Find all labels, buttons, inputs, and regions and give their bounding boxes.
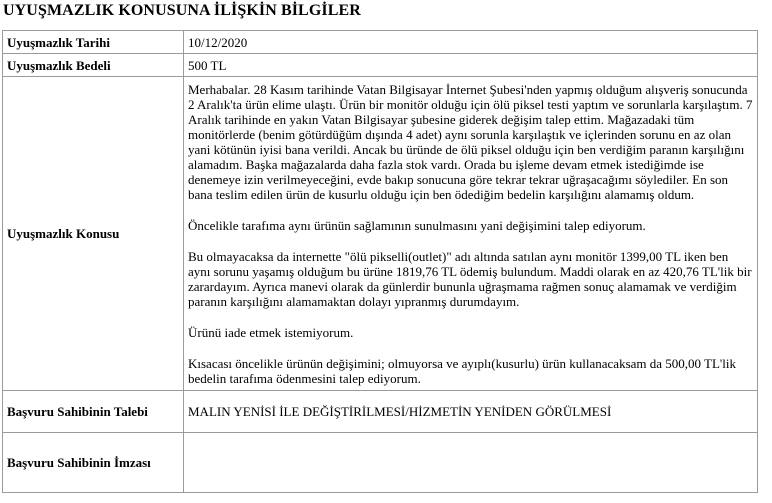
dispute-info-table bbox=[2, 30, 758, 493]
dispute-amount-label: Uyuşmazlık Bedeli bbox=[3, 54, 184, 77]
dispute-date-label: Uyuşmazlık Tarihi bbox=[3, 31, 184, 54]
dispute-subject-label: Uyuşmazlık Konusu bbox=[3, 77, 184, 391]
page-title: UYUŞMAZLIK KONUSUNA İLİŞKİN BİLGİLER bbox=[3, 2, 361, 19]
applicant-signature-value bbox=[184, 433, 758, 493]
table-row-bedel bbox=[3, 54, 758, 77]
applicant-request-label: Başvuru Sahibinin Talebi bbox=[3, 391, 184, 433]
table-row-imza bbox=[3, 433, 758, 493]
applicant-signature-label: Başvuru Sahibinin İmzası bbox=[3, 433, 184, 493]
subject-paragraph-4: Ürünü iade etmek istemiyorum. bbox=[188, 324, 354, 340]
subject-paragraph-5: Kısacası öncelikle ürünün değişimini; olmuyorsa ve ayıplı(kusurlu) ürün kullanacaksam da 500,00 TL'lik bedelin tarafıma ödenmesini talep ediyorum. bbox=[188, 355, 736, 386]
table-row-konu bbox=[3, 77, 758, 391]
subject-paragraph-3: Bu olmayacaksa da internette "ölü pikselli(outlet)" adı altında satılan aynı monitör 1399,00 TL iken ben aynı sorunu yaşamış olduğum bu ürüne 1819,76 TL ödemiş bulundum. Maddi olarak en az 420,76 TL'lik bir zarardayım. Ayrıca manevi olarak da günlerdir bununla uğraşmama rağmen sonuç alamamak ve verdiğim paranın karşılığını alamamaktan dolayı yıpranmış durumdayım. bbox=[188, 248, 752, 309]
subject-paragraph-2: Öncelikle tarafıma aynı ürünün sağlamının sunulmasını yani değişimini talep ediyorum. bbox=[188, 217, 646, 233]
table-row-tarih bbox=[3, 31, 758, 54]
table-row-talep bbox=[3, 391, 758, 433]
dispute-date-value: 10/12/2020 bbox=[184, 31, 758, 54]
dispute-subject-value bbox=[184, 77, 758, 391]
subject-paragraph-1: Merhabalar. 28 Kasım tarihinde Vatan Bilgisayar İnternet Şubesi'nden yapmış olduğum alışveriş sonucunda 2 Aralık'ta ürün elime ulaştı. Ürün bir monitör olduğu için ölü piksel testi yaptım ve sorunlarla karşılaştım. 7 Aralık tarihinde en yakın Vatan Bilgisayar şubesine giderek değişim talep ettim. Mağazadaki tüm monitörlerde (benim götürdüğüm dışında 4 adet) aynı sorunla karşılaştık ve içlerinden sorunu en az olan yani kötünün iyisi bana verildi. Ancak bu üründe de ölü piksel olduğu için ben verdiğim paranın karşılığını alamadım. Başka mağazalarda daha fazla stok vardı. Orada bu işleme devam etmek istediğimde ise denemeye izin verilmeyeceğini, evde bakıp sonucuna göre tekrar tekrar uğraşacağımı söylediler. En son bana teslim edilen ürün de kusurlu olduğu için ben ödediğim bedelin karşılığını alamamış oldum. bbox=[188, 81, 753, 202]
dispute-amount-value: 500 TL bbox=[184, 54, 758, 77]
applicant-request-value: MALIN YENİSİ İLE DEĞİŞTİRİLMESİ/HİZMETİN YENİDEN GÖRÜLMESİ bbox=[184, 391, 758, 433]
